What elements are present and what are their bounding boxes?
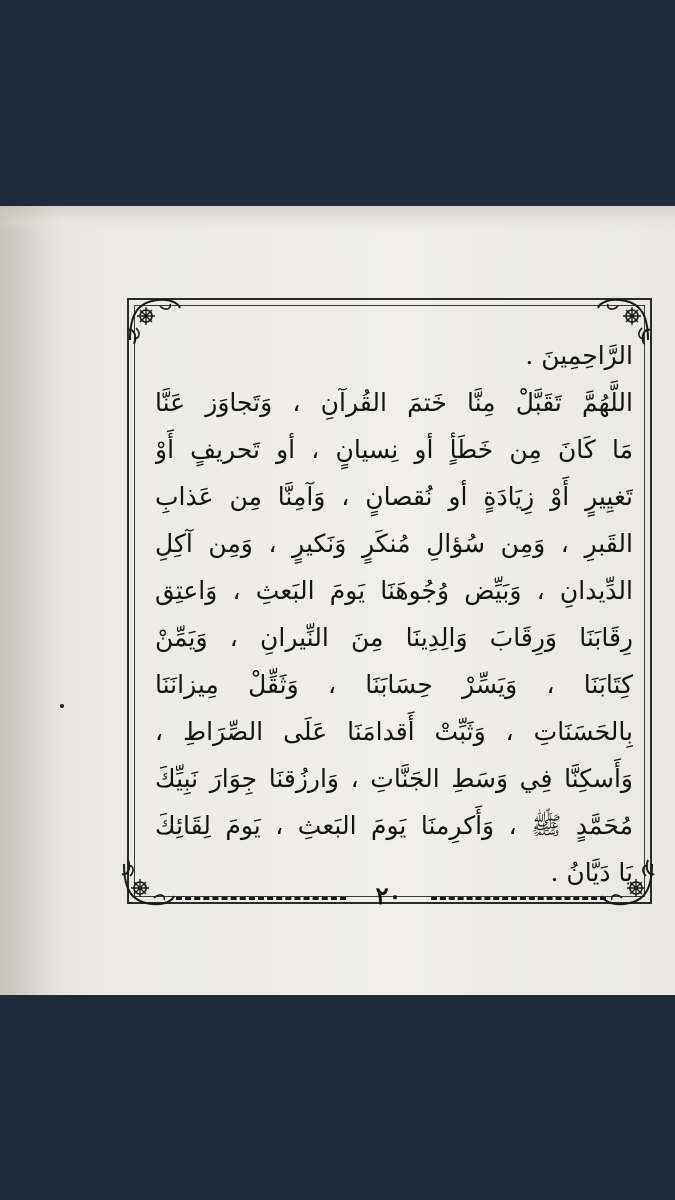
- footer-rule-left: [176, 897, 346, 900]
- bottom-dark-band: [0, 995, 675, 1200]
- page-edge: [0, 206, 675, 234]
- text-line: مَا كَانَ مِن خَطَأٍ أو نِسيانٍ ، أو تَحريفٍ أَوْ: [155, 435, 633, 464]
- text-line: بِالحَسَنَاتِ ، وَثَبِّتْ أَقدامَنَا عَلَى الصِّرَاطِ ،: [155, 717, 633, 746]
- text-line: القَبرِ ، وَمِن سُؤالِ مُنكَرٍ وَنَكيرٍ ، وَمِن آكِلِ: [155, 529, 633, 558]
- text-line: الدِّيدانِ ، وَبَيِّض وُجُوهَنَا يَومَ البَعثِ ، وَاعتِق: [155, 576, 633, 605]
- footer-rule-right: [431, 897, 606, 900]
- text-line: تَغيِيرٍ أَوْ زِيَادَةٍ أو نُقصانٍ ، وَآمِنَّا مِن عَذابِ: [155, 482, 633, 511]
- text-line: اللَّهُمَّ تَقَبَّلْ مِنَّا خَتمَ القُرآنِ ، وَتَجاوَز عَنَّا: [155, 388, 633, 417]
- text-line: الرَّاحِمِينَ .: [525, 341, 633, 370]
- page-number: ٢٠: [375, 881, 402, 910]
- text-line: مُحَمَّدٍ ﷺ ، وَأَكرِمنَا يَومَ البَعثِ ، يَومَ لِقَائِكَ: [155, 811, 633, 840]
- text-line: يَا دَيَّانُ .: [550, 858, 633, 887]
- text-line: رِقَابَنَا وَرِقَابَ وَالِدِينَا مِنَ النِّيرانِ ، وَيَمِّنْ: [155, 623, 633, 652]
- speck: [60, 704, 64, 708]
- prayer-text: [155, 332, 633, 896]
- top-dark-band: [0, 0, 675, 206]
- page-shadow: [0, 206, 60, 995]
- text-line: كِتَابَنَا ، وَيَسِّرْ حِسَابَنَا ، وَثَقِّلْ مِيزانَنَا: [155, 670, 633, 699]
- page-footer: [176, 883, 606, 913]
- text-line: وَأَسكِنَّا فِي وَسَطِ الجَنَّاتِ ، وَارزُقنَا جِوَارَ نَبِيِّكَ: [155, 764, 633, 793]
